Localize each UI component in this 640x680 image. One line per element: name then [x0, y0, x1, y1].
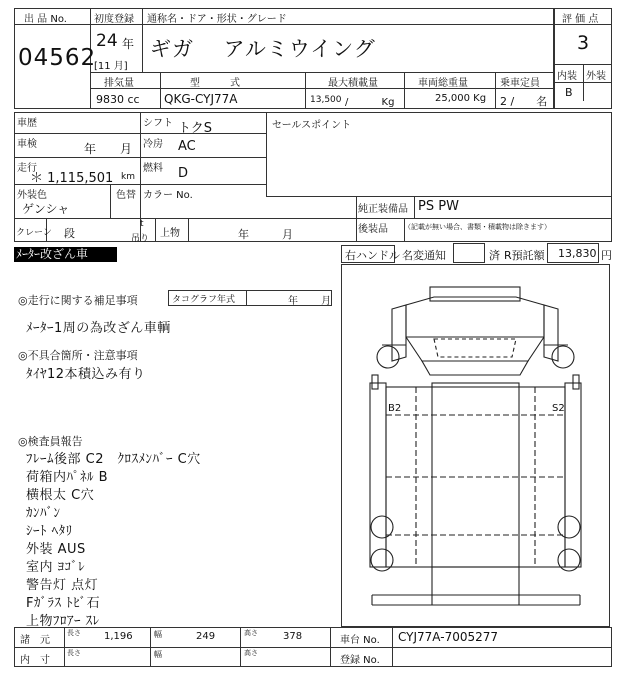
mileage-value: ＊ 1,115,501	[30, 171, 114, 186]
inspection-label: 車検	[17, 139, 37, 150]
crane-label: クレーン	[16, 228, 52, 238]
odometer-tampered-badge: ﾒｰﾀｰ改ざん車	[14, 247, 117, 262]
height-value: 378	[283, 631, 303, 642]
length-value: 1,196	[104, 631, 133, 642]
aftermarket-label: 後装品	[358, 224, 388, 235]
inspection-value: 年 月	[84, 142, 133, 156]
inspector-line: Fｶﾞﾗｽ ﾄﾋﾞ石	[26, 596, 101, 611]
exterior-label: 外装	[586, 71, 606, 82]
inner-width-label: 幅	[154, 650, 162, 659]
aftermarket-note: （記載が無い場合、書類・積載物は除きます）	[404, 223, 551, 231]
crane-stage: 段	[64, 227, 75, 240]
name-change-label: 名変通知	[402, 249, 446, 262]
inspector-line: 外装 AUS	[26, 542, 86, 557]
fuel-value: D	[178, 166, 189, 181]
truck-outline-svg	[342, 265, 609, 626]
inner-height-label: 高さ	[244, 649, 258, 657]
interior-grade: B	[565, 86, 573, 99]
chassis-value: CYJ77A-7005277	[398, 630, 499, 644]
shift-value: トクS	[178, 121, 212, 136]
crane-lift: 吊り	[131, 234, 150, 244]
defects-text: ﾀｲﾔ12本積込み有り	[26, 367, 146, 382]
score-label: 評 価 点	[562, 14, 599, 25]
upper-label: 上物	[160, 228, 180, 239]
inner-dim-label: 内 寸	[20, 655, 50, 666]
interior-label: 内装	[557, 71, 577, 82]
inspector-line: ｼｰﾄ ﾍﾀﾘ	[26, 524, 73, 539]
length-label: 長さ	[67, 629, 81, 637]
gross-weight-value: 25,000 Kg	[435, 93, 487, 104]
color-code-label: カラー No.	[143, 190, 193, 201]
reg-month: [11 月]	[94, 61, 128, 72]
inspector-line: 警告灯 点灯	[26, 578, 99, 593]
inspector-line: 横根太 C穴	[26, 488, 95, 503]
model-value: QKG-CYJ77A	[164, 92, 238, 106]
reg-year-unit: 年	[122, 37, 135, 51]
shift-label: シフト	[143, 118, 173, 129]
displacement-label: 排気量	[104, 78, 134, 89]
lot-number: 04562	[18, 45, 97, 71]
name-label: 通称名・ドア・形状・グレード	[147, 14, 287, 25]
chassis-label: 車台 No.	[340, 635, 380, 646]
tachograph-label: タコグラフ年式	[172, 295, 236, 305]
color-change-label: 色替	[116, 190, 136, 201]
mileage-unit: km	[121, 172, 135, 182]
recycle-value: 13,830	[558, 247, 597, 260]
genuine-equip-value: PS PW	[418, 199, 459, 214]
exterior-color-label: 外装色	[17, 190, 47, 201]
reg-year: 24	[96, 31, 118, 51]
recycle-label: R預託額	[504, 249, 545, 262]
fuel-label: 燃料	[143, 163, 163, 174]
mileage-label: 走行	[17, 163, 37, 174]
exterior-color-value: ゲンシャ	[22, 202, 70, 216]
damage-mark-right: S2	[552, 403, 565, 414]
width-value: 249	[196, 631, 216, 642]
recycle-unit: 円	[601, 249, 612, 262]
defects-heading: ◎不具合箇所・注意事項	[18, 349, 138, 362]
score-value: 3	[577, 32, 590, 54]
deposit-label: 済	[489, 249, 500, 262]
capacity-label: 乗車定員	[500, 78, 540, 89]
sales-point-label: セールスポイント	[272, 120, 352, 131]
inspector-line: 荷箱内ﾊﾟﾈﾙ B	[26, 470, 109, 485]
max-load-value: 13,500	[310, 95, 342, 105]
supplement-text: ﾒｰﾀｰ1周の為改ざん車輌	[26, 321, 171, 336]
max-load-unit: / Kg	[345, 97, 395, 108]
inner-length-label: 長さ	[67, 649, 81, 657]
supplement-heading: ◎走行に関する補足事項	[18, 294, 138, 307]
tachograph-value: 年 月	[288, 296, 332, 307]
inspector-line: 上物ﾌﾛｱｰ ｽﾚ	[26, 614, 100, 629]
max-load-label: 最大積載量	[328, 78, 378, 89]
genuine-equip-label: 純正装備品	[358, 204, 408, 215]
model-label: 型 式	[190, 78, 240, 89]
displacement-value: 9830 cc	[96, 93, 140, 106]
width-label: 幅	[154, 630, 162, 639]
damage-mark-left: B2	[388, 403, 402, 414]
history-label: 車歴	[17, 118, 37, 129]
lot-label: 出 品 No.	[24, 14, 67, 25]
crane-t: t	[140, 219, 144, 229]
inspector-line: ｶﾝﾊﾞﾝ	[26, 506, 61, 521]
ac-value: AC	[178, 139, 196, 154]
rhd-label: 右ハンドル	[345, 249, 400, 262]
car-name: ギガ アルミウイング	[150, 37, 376, 61]
height-label: 高さ	[244, 629, 258, 637]
capacity-value: 2 / 名	[500, 95, 548, 108]
inspector-line: ﾌﾚｰﾑ後部 C2 ｸﾛｽﾒﾝﾊﾞｰ C穴	[26, 452, 201, 467]
specs-footer-label: 諸 元	[20, 635, 50, 646]
truck-diagram	[341, 264, 610, 627]
upper-value: 年 月	[238, 228, 293, 241]
inspector-heading: ◎検査員報告	[18, 435, 83, 448]
inspector-line: 室内 ﾖｺﾞﾚ	[26, 560, 86, 575]
first-reg-label: 初度登録	[94, 14, 134, 25]
ac-label: 冷房	[143, 139, 163, 150]
gross-weight-label: 車両総重量	[418, 78, 468, 89]
registration-label: 登録 No.	[340, 655, 380, 666]
name-change-box	[453, 243, 485, 263]
